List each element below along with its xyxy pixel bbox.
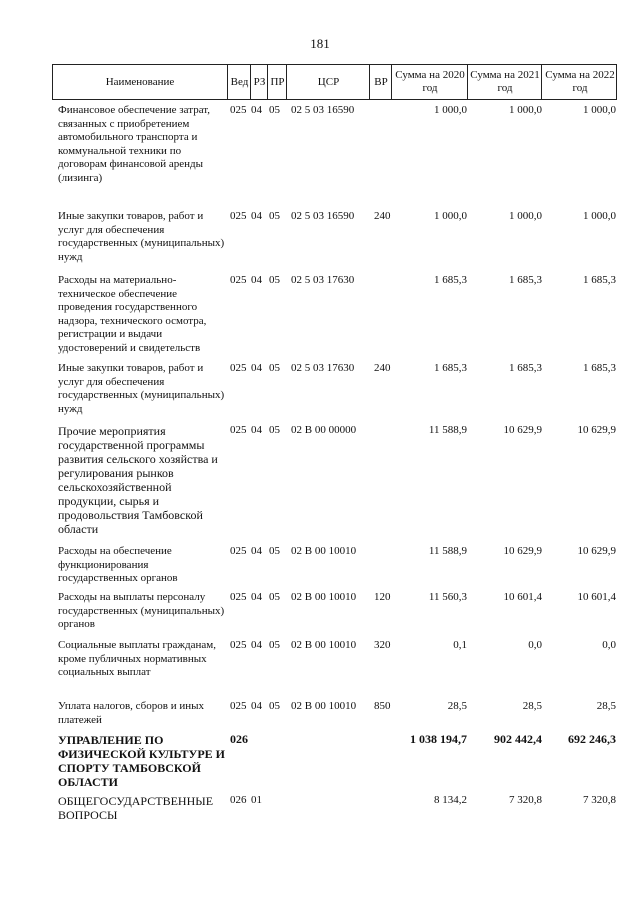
- row-pr: 05: [269, 104, 280, 116]
- row-pr: 05: [269, 274, 280, 286]
- row-ved: 025: [230, 274, 247, 286]
- row-sum-2021: 1 685,3: [509, 274, 542, 286]
- row-sum-2022: 1 685,3: [583, 362, 616, 374]
- row-sum-2021: 0,0: [528, 639, 542, 651]
- row-sum-2020: 1 000,0: [434, 104, 467, 116]
- row-rz: 04: [251, 591, 262, 603]
- row-csr: 02 В 00 00000: [291, 424, 357, 436]
- row-vr: 240: [374, 210, 391, 222]
- row-rz: 01: [251, 794, 262, 806]
- row-name: Иные закупки товаров, работ и услуг для обеспечения государственных (муниципальных) нужд: [58, 362, 225, 415]
- row-sum-2020: 8 134,2: [434, 794, 467, 806]
- row-sum-2021: 7 320,8: [509, 794, 542, 806]
- row-name: Прочие мероприятия государственной программы развития сельского хозяйства и регулирования рынков сельскохозяйственной продукции, сырья и продовольствия Тамбовской области: [58, 424, 218, 536]
- header-vr: ВР: [369, 65, 392, 99]
- row-rz: 04: [251, 700, 262, 712]
- row-ved: 025: [230, 700, 247, 712]
- row-rz: 04: [251, 545, 262, 557]
- row-name: Расходы на материально-техническое обеспечение проведения государственного надзора, технического осмотра, регистрации и выдачи удостоверений и свидетельств: [58, 274, 207, 354]
- row-sum-2022: 1 000,0: [583, 104, 616, 116]
- row-sum-2021: 28,5: [522, 700, 542, 712]
- row-rz: 04: [251, 424, 262, 436]
- row-vr: 850: [374, 700, 391, 712]
- row-sum-2022: 28,5: [596, 700, 616, 712]
- row-csr: 02 5 03 17630: [291, 362, 355, 374]
- row-ved: 025: [230, 591, 247, 603]
- row-ved: 025: [230, 639, 247, 651]
- row-sum-2020: 1 685,3: [434, 274, 467, 286]
- row-name: Расходы на выплаты персоналу государственных (муниципальных) органов: [58, 591, 225, 630]
- row-name: Расходы на обеспечение функционирования государственных органов: [58, 545, 178, 584]
- table-header: [52, 64, 617, 100]
- row-csr: 02 В 00 10010: [291, 545, 357, 557]
- header-ved: Вед: [227, 65, 251, 99]
- row-sum-2022: 7 320,8: [583, 794, 616, 806]
- header-csr: ЦСР: [286, 65, 370, 99]
- row-vr: 320: [374, 639, 391, 651]
- row-sum-2021: 902 442,4: [494, 732, 542, 746]
- header-sum-2022: Сумма на 2022 год: [541, 65, 618, 99]
- row-sum-2020: 1 038 194,7: [410, 732, 467, 746]
- row-rz: 04: [251, 104, 262, 116]
- row-sum-2020: 0,1: [453, 639, 467, 651]
- header-sum-2021: Сумма на 2021 год: [467, 65, 542, 99]
- header-sum-2020: Сумма на 2020 год: [391, 65, 468, 99]
- row-csr: 02 В 00 10010: [291, 700, 357, 712]
- row-sum-2022: 692 246,3: [568, 732, 616, 746]
- row-rz: 04: [251, 274, 262, 286]
- row-pr: 05: [269, 700, 280, 712]
- row-sum-2022: 10 601,4: [577, 591, 616, 603]
- row-ved: 025: [230, 424, 247, 436]
- row-sum-2020: 11 588,9: [428, 424, 467, 436]
- row-csr: 02 5 03 16590: [291, 210, 355, 222]
- row-sum-2022: 10 629,9: [577, 424, 616, 436]
- row-ved: 026: [230, 732, 248, 746]
- row-name: Иные закупки товаров, работ и услуг для обеспечения государственных (муниципальных) нужд: [58, 210, 225, 263]
- row-csr: 02 В 00 10010: [291, 591, 357, 603]
- row-csr: 02 В 00 10010: [291, 639, 357, 651]
- row-pr: 05: [269, 362, 280, 374]
- row-name: ОБЩЕГОСУДАРСТВЕННЫЕ ВОПРОСЫ: [58, 794, 214, 822]
- row-ved: 025: [230, 362, 247, 374]
- row-pr: 05: [269, 545, 280, 557]
- row-ved: 025: [230, 210, 247, 222]
- row-sum-2020: 28,5: [447, 700, 467, 712]
- row-vr: 240: [374, 362, 391, 374]
- row-ved: 025: [230, 545, 247, 557]
- row-sum-2020: 11 560,3: [428, 591, 467, 603]
- row-sum-2022: 10 629,9: [577, 545, 616, 557]
- row-rz: 04: [251, 210, 262, 222]
- row-pr: 05: [269, 639, 280, 651]
- row-rz: 04: [251, 639, 262, 651]
- row-ved: 026: [230, 794, 247, 806]
- row-sum-2021: 10 601,4: [503, 591, 542, 603]
- row-sum-2021: 1 685,3: [509, 362, 542, 374]
- row-csr: 02 5 03 16590: [291, 104, 355, 116]
- row-sum-2021: 1 000,0: [509, 210, 542, 222]
- row-name: Уплата налогов, сборов и иных платежей: [58, 700, 205, 726]
- row-pr: 05: [269, 210, 280, 222]
- row-pr: 05: [269, 424, 280, 436]
- row-name: УПРАВЛЕНИЕ ПО ФИЗИЧЕСКОЙ КУЛЬТУРЕ И СПОРТУ ТАМБОВСКОЙ ОБЛАСТИ: [58, 733, 225, 789]
- row-rz: 04: [251, 362, 262, 374]
- row-pr: 05: [269, 591, 280, 603]
- row-sum-2020: 1 000,0: [434, 210, 467, 222]
- row-vr: 120: [374, 591, 391, 603]
- row-name: Финансовое обеспечение затрат, связанных с приобретением автомобильного транспорта и коммунальной техники по договорам финансовой аренды (лизинга): [58, 104, 211, 184]
- row-sum-2022: 0,0: [602, 639, 616, 651]
- row-sum-2022: 1 685,3: [583, 274, 616, 286]
- row-csr: 02 5 03 17630: [291, 274, 355, 286]
- row-sum-2021: 1 000,0: [509, 104, 542, 116]
- row-sum-2020: 11 588,9: [428, 545, 467, 557]
- row-sum-2022: 1 000,0: [583, 210, 616, 222]
- header-rz: РЗ: [250, 65, 268, 99]
- row-name: Социальные выплаты гражданам, кроме публичных нормативных социальных выплат: [58, 639, 216, 678]
- row-ved: 025: [230, 104, 247, 116]
- page-number: 181: [310, 36, 330, 51]
- header-pr: ПР: [267, 65, 287, 99]
- row-sum-2020: 1 685,3: [434, 362, 467, 374]
- row-sum-2021: 10 629,9: [503, 545, 542, 557]
- row-sum-2021: 10 629,9: [503, 424, 542, 436]
- header-name: Наименование: [105, 75, 175, 88]
